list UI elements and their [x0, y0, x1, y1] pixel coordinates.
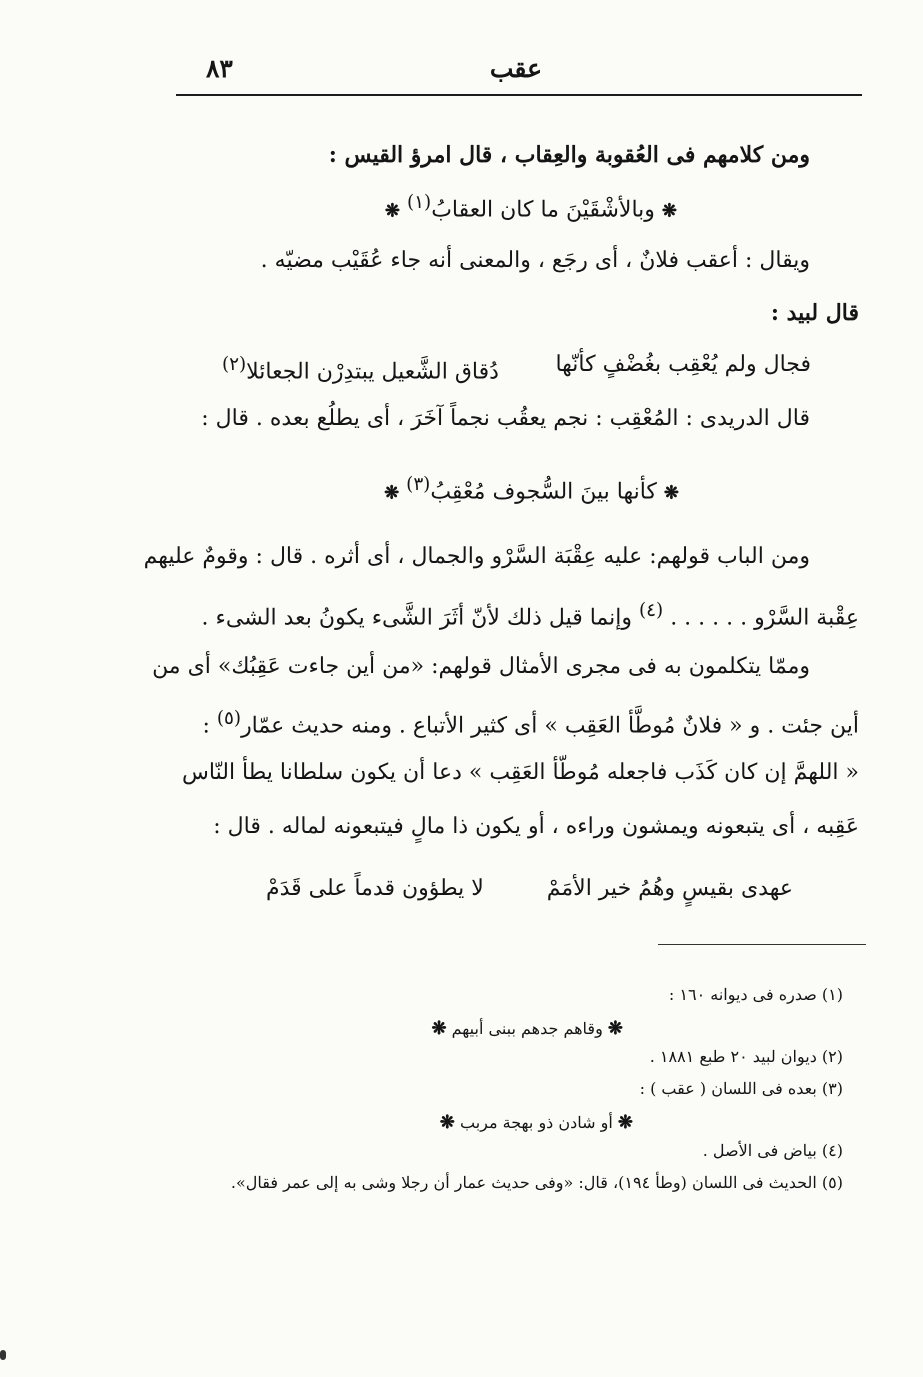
footnote-1-verse	[431, 1018, 623, 1040]
poem-1-left-text: دُقاق الشَّعيل يبتدِرْن الجعائلا	[246, 359, 499, 385]
header-divider	[176, 94, 862, 96]
body-line-8	[202, 704, 859, 741]
poem-1-hemistich-right: فجال ولم يُعْقِب بغُضْفٍ كأنّها	[555, 352, 811, 377]
body-line-8-text: أين جئت . و « فلانٌ مُوطَّأ العَقِب » أى كثير الأتباع . ومنه حديث عمّار	[241, 713, 859, 739]
poem-1-hemistich-left	[222, 350, 499, 387]
footnote-ref-2: (٢)	[222, 354, 247, 375]
verse-star: ❋	[431, 1018, 447, 1039]
verse-2-text: كأنها بينَ السُّجوف مُعْقِبُ	[430, 479, 657, 505]
scan-mark	[0, 1350, 6, 1360]
footnote-3: (٣) بعده فى اللسان ( عقب ) :	[639, 1079, 843, 1098]
poem-2-hemistich-left: لا يطؤون قدماً على قَدَمْ	[266, 876, 484, 901]
verse-1-text: وبالأشْقَيْنَ ما كان العقابُ	[431, 197, 655, 223]
verse-star: ❋	[384, 200, 401, 222]
verse-star: ❋	[663, 482, 679, 504]
footnote-1-verse-text: وقاهم جدهم ببنى أبيهم	[451, 1019, 603, 1038]
verse-star: ❋	[661, 200, 677, 222]
body-line-6-rest: وإنما قيل ذلك لأنّ أثَرَ الشَّىء يكونُ بعد الشىء .	[201, 605, 633, 631]
footnote-divider	[658, 944, 866, 945]
body-line-4: قال الدريدى : المُعْقِب : نجم يعقُب نجماً آخَرَ ، أى يطلُع بعده . قال :	[201, 406, 810, 431]
poem-2-hemistich-right: عهدى بقيسٍ وهُمُ خير الأمَمْ	[546, 876, 793, 901]
verse-1	[385, 188, 677, 226]
footnote-ref-4: (٤)	[639, 600, 664, 621]
footnote-5: (٥) الحديث فى اللسان (وطأ ١٩٤)، قال: «وفى حديث عمار أن رجلا وشى به إلى عمر فقال».	[230, 1173, 843, 1192]
verse-star: ❋	[384, 482, 400, 504]
body-line-3: قال لبيد :	[770, 300, 859, 326]
footnote-1: (١) صدره فى ديوانه ١٦٠ :	[668, 985, 843, 1004]
body-line-5: ومن الباب قولهم: عليه عِقْبَة السَّرْو والجمال ، أى أثره . قال : وقومٌ عليهم	[143, 544, 810, 569]
body-line-10: عَقِبه ، أى يتبعونه ويمشون وراءه ، أو يكون ذا مالٍ فيتبعونه لماله . قال :	[213, 814, 859, 839]
verse-star: ❋	[607, 1018, 623, 1039]
footnote-4: (٤) بياض فى الأصل .	[702, 1141, 843, 1160]
body-line-6	[202, 596, 859, 633]
page-number: ٨٣	[206, 54, 233, 83]
footnote-ref-1: (١)	[407, 192, 432, 213]
verse-star: ❋	[617, 1112, 633, 1133]
body-line-8-colon: :	[202, 713, 210, 739]
verse-star: ❋	[439, 1112, 455, 1133]
footnote-2: (٢) ديوان لبيد ٢٠ طبع ١٨٨١ .	[649, 1047, 843, 1066]
footnote-3-verse	[440, 1112, 633, 1134]
footnote-ref-5: (٥)	[216, 708, 242, 729]
footnote-ref-3: (٣)	[406, 474, 431, 495]
body-line-6-start: عِقْبة السَّرْو . . . . . .	[670, 605, 859, 631]
header-root-word: عقب	[489, 54, 542, 83]
body-line-7: وممّا يتكلمون به فى مجرى الأمثال قولهم: «من أين جاءت عَقِبُك» أى من	[152, 654, 810, 679]
body-line-9: « اللهمَّ إن كان كَذَب فاجعله مُوطّأ العَقِب » دعا أن يكون سلطانا يطأ النّاس	[182, 760, 859, 785]
page-header	[176, 54, 862, 96]
verse-2	[384, 470, 679, 508]
body-line-2: ويقال : أعقب فلانٌ ، أى رجَع ، والمعنى أنه جاء عُقَيْب مضيّه .	[260, 248, 810, 273]
footnote-3-verse-text: أو شادن ذو بهجة مربب	[459, 1113, 613, 1132]
body-line-1: ومن كلامهم فى العُقوبة والعِقاب ، قال امرؤ القيس :	[328, 142, 810, 168]
